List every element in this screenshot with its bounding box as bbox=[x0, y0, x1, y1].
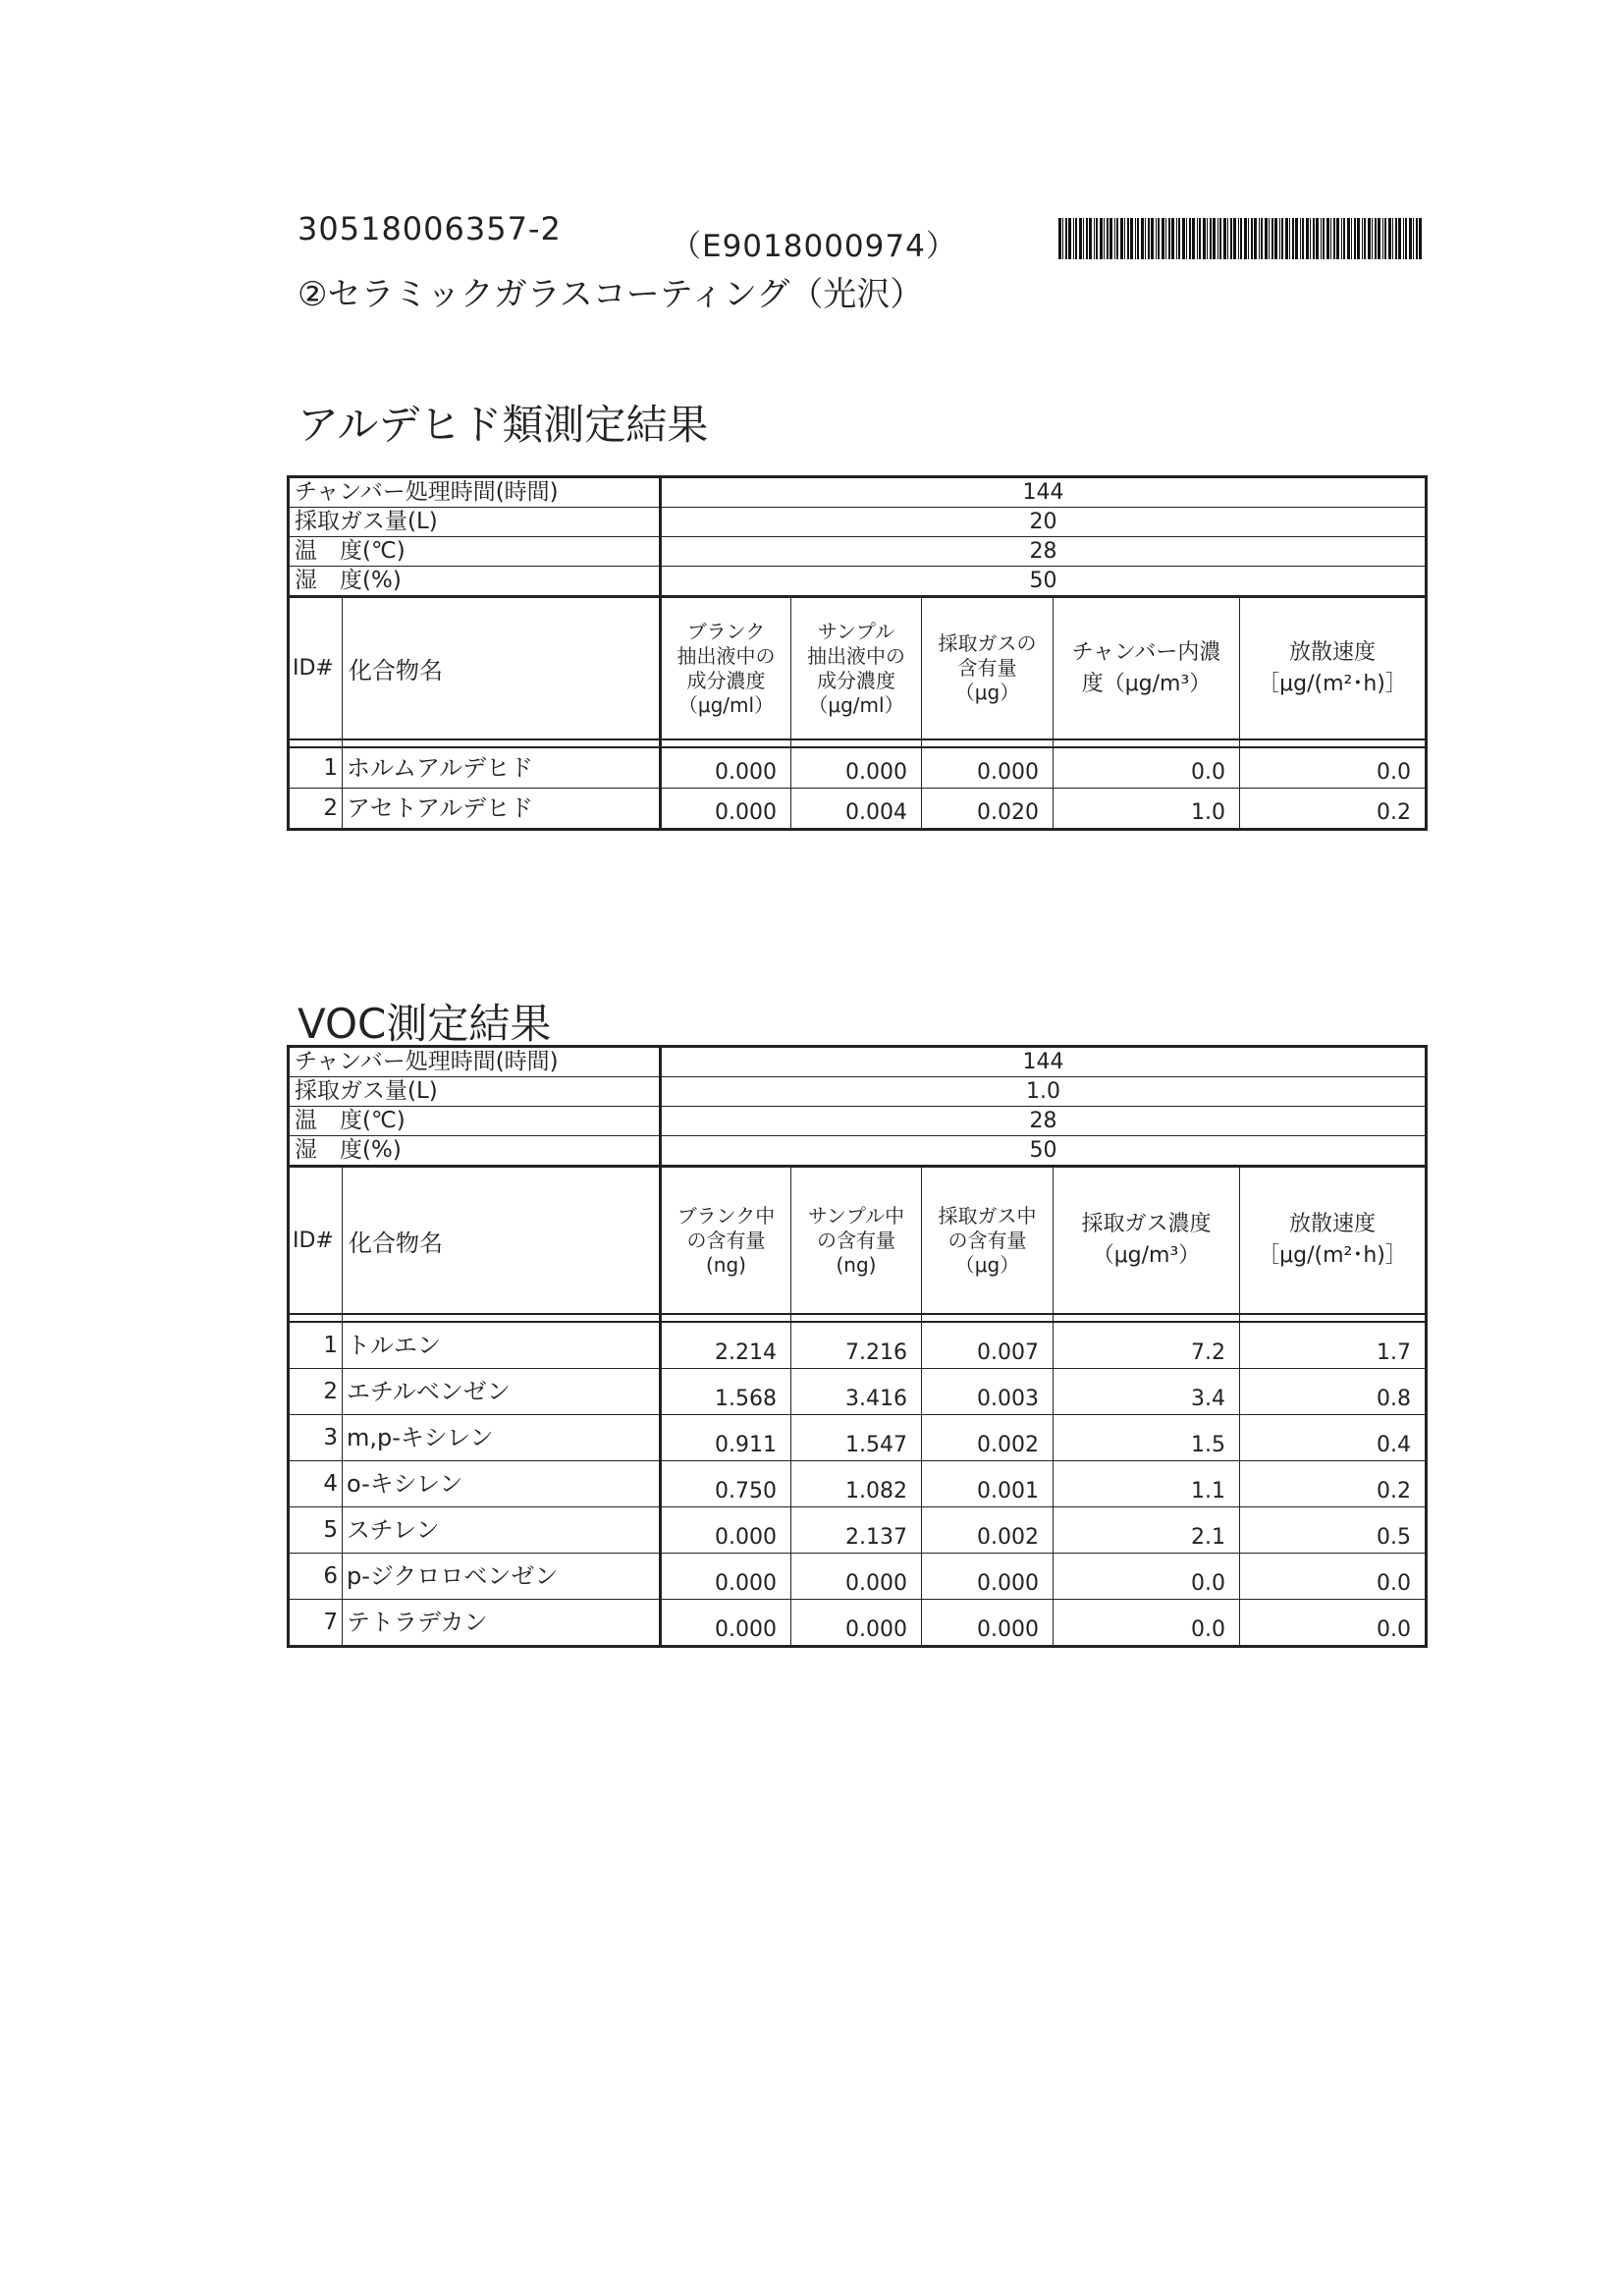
table-row bbox=[289, 1600, 1427, 1647]
header-line: 採取ガスの bbox=[938, 631, 1037, 655]
condition-label: 採取ガス量(L) bbox=[289, 1077, 661, 1107]
barcode-bar bbox=[1240, 218, 1242, 259]
table-row bbox=[289, 789, 1427, 830]
condition-label: 湿 度(%) bbox=[289, 567, 661, 597]
header-line: (ng) bbox=[706, 1252, 746, 1277]
value-cell: 0.5 bbox=[1240, 1507, 1427, 1554]
value-cell: 0.003 bbox=[922, 1369, 1054, 1415]
condition-value: 50 bbox=[661, 567, 1427, 597]
barcode-bar bbox=[1398, 218, 1401, 259]
barcode-bar bbox=[1107, 218, 1109, 259]
barcode-bar bbox=[1375, 218, 1377, 259]
value-cell: 0.000 bbox=[661, 1600, 791, 1647]
barcode-bar bbox=[1100, 218, 1103, 259]
value-cell: 7.216 bbox=[791, 1322, 922, 1369]
barcode-bar bbox=[1075, 218, 1077, 259]
barcode-bar bbox=[1151, 218, 1154, 259]
header-line: 度（μg/m³） bbox=[1081, 671, 1212, 696]
barcode-bar bbox=[1362, 218, 1363, 259]
barcode-bar bbox=[1333, 218, 1335, 259]
barcode-bar bbox=[1171, 218, 1174, 259]
barcode-bar bbox=[1313, 218, 1315, 259]
condition-row-humidity bbox=[289, 1136, 1427, 1167]
column-header-gas-content bbox=[922, 1167, 1054, 1315]
compound-name: p-ジクロロベンゼン bbox=[343, 1554, 661, 1600]
barcode-bar bbox=[1124, 218, 1125, 259]
barcode-image bbox=[1058, 218, 1424, 259]
barcode-bar bbox=[1254, 218, 1257, 259]
sample-id: 30518006357-2 bbox=[298, 210, 562, 247]
barcode-bar bbox=[1165, 218, 1166, 259]
value-cell: 0.0 bbox=[1054, 1554, 1240, 1600]
barcode-bar bbox=[1197, 218, 1198, 259]
table-row bbox=[289, 1554, 1427, 1600]
condition-label: 湿 度(%) bbox=[289, 1136, 661, 1167]
header-line: 抽出液中の bbox=[676, 643, 776, 668]
barcode-bar bbox=[1162, 218, 1164, 259]
barcode-bar bbox=[1321, 218, 1322, 259]
table-divider bbox=[289, 1314, 1427, 1322]
barcode-bar bbox=[1323, 218, 1325, 259]
column-header-name: 化合物名 bbox=[343, 1167, 661, 1315]
row-id: 2 bbox=[289, 1369, 343, 1415]
compound-name: m,p-キシレン bbox=[343, 1415, 661, 1461]
value-cell: 1.1 bbox=[1054, 1461, 1240, 1507]
value-cell: 0.8 bbox=[1240, 1369, 1427, 1415]
value-cell: 0.911 bbox=[661, 1415, 791, 1461]
header-line: 採取ガス中 bbox=[938, 1203, 1037, 1228]
barcode-bar bbox=[1079, 218, 1082, 259]
value-cell: 0.002 bbox=[922, 1507, 1054, 1554]
header-line: サンプル bbox=[817, 619, 895, 643]
row-id: 1 bbox=[289, 747, 343, 789]
barcode-bar bbox=[1137, 218, 1139, 259]
barcode-bar bbox=[1326, 218, 1329, 259]
barcode-bar bbox=[1378, 218, 1380, 259]
column-header-blank-concentration bbox=[661, 597, 791, 740]
barcode-bar bbox=[1302, 218, 1304, 259]
column-header-gas-content bbox=[922, 597, 1054, 740]
header-line: 放散速度 bbox=[1289, 639, 1377, 665]
barcode-bar bbox=[1210, 218, 1212, 259]
barcode-bar bbox=[1233, 218, 1236, 259]
value-cell: 0.0 bbox=[1240, 1600, 1427, 1647]
barcode-bar bbox=[1065, 218, 1067, 259]
barcode-bar bbox=[1251, 218, 1253, 259]
row-id: 6 bbox=[289, 1554, 343, 1600]
barcode-bar bbox=[1223, 218, 1226, 259]
value-cell: 0.0 bbox=[1054, 1600, 1240, 1647]
table-row bbox=[289, 1369, 1427, 1415]
barcode-bar bbox=[1372, 218, 1373, 259]
row-id: 4 bbox=[289, 1461, 343, 1507]
value-cell: 0.4 bbox=[1240, 1415, 1427, 1461]
row-id: 7 bbox=[289, 1600, 343, 1647]
header-line: の含有量 bbox=[817, 1228, 895, 1252]
header-line: ブランク bbox=[686, 619, 766, 643]
barcode-bar bbox=[1300, 218, 1301, 259]
value-cell: 0.000 bbox=[791, 747, 922, 789]
value-cell: 0.000 bbox=[661, 789, 791, 830]
condition-row-time bbox=[289, 1047, 1427, 1077]
condition-label: 採取ガス量(L) bbox=[289, 508, 661, 537]
column-header-blank-content bbox=[661, 1167, 791, 1315]
barcode-bar bbox=[1248, 218, 1249, 259]
table-row bbox=[289, 1461, 1427, 1507]
value-cell: 0.750 bbox=[661, 1461, 791, 1507]
barcode-bar bbox=[1259, 218, 1260, 259]
value-cell: 0.001 bbox=[922, 1461, 1054, 1507]
header-line: （μg） bbox=[954, 681, 1020, 704]
barcode-bar bbox=[1176, 218, 1177, 259]
barcode-bar bbox=[1192, 218, 1195, 259]
header-line: サンプル中 bbox=[807, 1203, 905, 1228]
barcode-bar bbox=[1094, 218, 1095, 259]
row-id: 2 bbox=[289, 789, 343, 830]
compound-name: スチレン bbox=[343, 1507, 661, 1554]
header-line: （μg/ml） bbox=[808, 692, 904, 717]
condition-value: 1.0 bbox=[661, 1077, 1427, 1107]
barcode-bar bbox=[1285, 218, 1288, 259]
column-header-row bbox=[289, 1167, 1427, 1315]
header-line: の含有量 bbox=[947, 1228, 1027, 1252]
value-cell: 0.2 bbox=[1240, 789, 1427, 830]
barcode-bar bbox=[1168, 218, 1170, 259]
barcode-bar bbox=[1382, 218, 1383, 259]
barcode-bar bbox=[1058, 218, 1061, 259]
condition-row-humidity bbox=[289, 567, 1427, 597]
header-line: （μg） bbox=[954, 1252, 1020, 1277]
column-header-emission-rate bbox=[1240, 597, 1427, 740]
row-id: 1 bbox=[289, 1322, 343, 1369]
condition-value: 144 bbox=[661, 1047, 1427, 1077]
barcode-bar bbox=[1269, 218, 1270, 259]
voc-section-title: VOC測定結果 bbox=[298, 1000, 552, 1048]
table-divider bbox=[289, 739, 1427, 747]
condition-value: 144 bbox=[661, 477, 1427, 508]
barcode-bar bbox=[1130, 218, 1133, 259]
barcode-bar bbox=[1354, 218, 1356, 259]
barcode-bar bbox=[1351, 218, 1352, 259]
value-cell: 1.7 bbox=[1240, 1322, 1427, 1369]
barcode-bar bbox=[1368, 218, 1371, 259]
column-header-chamber-concentration bbox=[1054, 597, 1240, 740]
barcode-bar bbox=[1292, 218, 1294, 259]
header-line: 放散速度 bbox=[1289, 1212, 1377, 1236]
value-cell: 2.137 bbox=[791, 1507, 922, 1554]
value-cell: 0.0 bbox=[1240, 747, 1427, 789]
barcode-bar bbox=[1295, 218, 1298, 259]
barcode-bar bbox=[1310, 218, 1311, 259]
value-cell: 0.004 bbox=[791, 789, 922, 830]
value-cell: 0.000 bbox=[791, 1554, 922, 1600]
barcode-bar bbox=[1207, 218, 1208, 259]
condition-row-temperature bbox=[289, 1107, 1427, 1136]
compound-name: テトラデカン bbox=[343, 1600, 661, 1647]
condition-label: チャンバー処理時間(時間) bbox=[289, 1047, 661, 1077]
barcode-bar bbox=[1141, 218, 1144, 259]
value-cell: 0.000 bbox=[922, 1600, 1054, 1647]
barcode-bar bbox=[1158, 218, 1160, 259]
header-line: ［μg/(m²･h)］ bbox=[1258, 1243, 1407, 1268]
barcode-bar bbox=[1189, 218, 1191, 259]
table-row bbox=[289, 1322, 1427, 1369]
barcode-bar bbox=[1244, 218, 1247, 259]
barcode-bar bbox=[1182, 218, 1185, 259]
barcode-bar bbox=[1116, 218, 1118, 259]
barcode-bar bbox=[1199, 218, 1201, 259]
barcode-bar bbox=[1289, 218, 1290, 259]
value-cell: 1.547 bbox=[791, 1415, 922, 1461]
barcode-bar bbox=[1265, 218, 1268, 259]
header-line: 成分濃度 bbox=[817, 668, 895, 692]
barcode-bar bbox=[1364, 218, 1366, 259]
value-cell: 1.5 bbox=[1054, 1415, 1240, 1461]
compound-name: o-キシレン bbox=[343, 1461, 661, 1507]
barcode-bar bbox=[1261, 218, 1263, 259]
barcode-bar bbox=[1186, 218, 1187, 259]
product-name: ②セラミックガラスコーティング（光沢） bbox=[298, 275, 924, 314]
compound-name: アセトアルデヒド bbox=[343, 789, 661, 830]
condition-value: 28 bbox=[661, 537, 1427, 567]
condition-row-temperature bbox=[289, 537, 1427, 567]
value-cell: 0.002 bbox=[922, 1415, 1054, 1461]
condition-label: 温 度(℃) bbox=[289, 1107, 661, 1136]
compound-name: トルエン bbox=[343, 1322, 661, 1369]
barcode-bar bbox=[1083, 218, 1084, 259]
value-cell: 0.000 bbox=[791, 1600, 922, 1647]
barcode-bar bbox=[1217, 218, 1218, 259]
header-line: （μg/ml） bbox=[677, 692, 775, 717]
column-header-sample-content bbox=[791, 1167, 922, 1315]
condition-value: 28 bbox=[661, 1107, 1427, 1136]
condition-value: 50 bbox=[661, 1136, 1427, 1167]
header-line: （μg/m³） bbox=[1092, 1243, 1201, 1268]
barcode-bar bbox=[1405, 218, 1407, 259]
value-cell: 0.000 bbox=[922, 747, 1054, 789]
compound-name: ホルムアルデヒド bbox=[343, 747, 661, 789]
table-row bbox=[289, 747, 1427, 789]
column-header-row bbox=[289, 597, 1427, 740]
barcode-bar bbox=[1357, 218, 1360, 259]
voc-results-table bbox=[287, 1045, 1428, 1648]
barcode-bar bbox=[1120, 218, 1123, 259]
value-cell: 0.000 bbox=[922, 1554, 1054, 1600]
barcode-bar bbox=[1238, 218, 1239, 259]
barcode-bar bbox=[1104, 218, 1105, 259]
aldehyde-section-title: アルデヒド類測定結果 bbox=[298, 401, 709, 449]
header-line: 含有量 bbox=[957, 656, 1017, 680]
barcode-bar bbox=[1178, 218, 1180, 259]
column-header-name: 化合物名 bbox=[343, 597, 661, 740]
order-id: （E9018000974） bbox=[671, 229, 957, 264]
barcode-bar bbox=[1416, 218, 1418, 259]
table-row bbox=[289, 1507, 1427, 1554]
barcode-bar bbox=[1135, 218, 1136, 259]
condition-label: チャンバー処理時間(時間) bbox=[289, 477, 661, 508]
condition-value: 20 bbox=[661, 508, 1427, 537]
header-line: の含有量 bbox=[686, 1228, 766, 1252]
column-header-emission-rate bbox=[1240, 1167, 1427, 1315]
barcode-bar bbox=[1089, 218, 1092, 259]
barcode-bar bbox=[1271, 218, 1273, 259]
barcode-bar bbox=[1114, 218, 1115, 259]
barcode-bar bbox=[1213, 218, 1216, 259]
column-header-gas-concentration bbox=[1054, 1167, 1240, 1315]
barcode-bar bbox=[1127, 218, 1129, 259]
value-cell: 1.0 bbox=[1054, 789, 1240, 830]
barcode-bar bbox=[1156, 218, 1157, 259]
barcode-bar bbox=[1306, 218, 1309, 259]
column-header-sample-concentration bbox=[791, 597, 922, 740]
value-cell: 0.0 bbox=[1054, 747, 1240, 789]
value-cell: 3.4 bbox=[1054, 1369, 1240, 1415]
value-cell: 0.000 bbox=[661, 747, 791, 789]
barcode-bar bbox=[1343, 218, 1345, 259]
column-header-id: ID# bbox=[289, 597, 343, 740]
value-cell: 1.568 bbox=[661, 1369, 791, 1415]
barcode-bar bbox=[1230, 218, 1232, 259]
value-cell: 0.0 bbox=[1240, 1554, 1427, 1600]
barcode-bar bbox=[1096, 218, 1098, 259]
value-cell: 1.082 bbox=[791, 1461, 922, 1507]
value-cell: 0.000 bbox=[661, 1554, 791, 1600]
barcode-bar bbox=[1316, 218, 1319, 259]
barcode-bar bbox=[1274, 218, 1277, 259]
row-id: 3 bbox=[289, 1415, 343, 1461]
barcode-bar bbox=[1279, 218, 1280, 259]
barcode-bar bbox=[1347, 218, 1350, 259]
header-line: ブランク中 bbox=[676, 1203, 776, 1228]
compound-name: エチルベンゼン bbox=[343, 1369, 661, 1415]
barcode-bar bbox=[1336, 218, 1339, 259]
row-id: 5 bbox=[289, 1507, 343, 1554]
column-header-id: ID# bbox=[289, 1167, 343, 1315]
barcode-bar bbox=[1109, 218, 1112, 259]
condition-row-time bbox=[289, 477, 1427, 508]
barcode-bar bbox=[1068, 218, 1071, 259]
barcode-bar bbox=[1145, 218, 1146, 259]
barcode-bar bbox=[1395, 218, 1397, 259]
barcode-bar bbox=[1384, 218, 1386, 259]
header-line: ［μg/(m²･h)］ bbox=[1258, 671, 1407, 696]
header-line: チャンバー内濃 bbox=[1071, 639, 1221, 665]
value-cell: 0.2 bbox=[1240, 1461, 1427, 1507]
condition-row-gas-volume bbox=[289, 508, 1427, 537]
barcode-bar bbox=[1281, 218, 1283, 259]
condition-row-gas-volume bbox=[289, 1077, 1427, 1107]
barcode-bar bbox=[1148, 218, 1150, 259]
header-line: 成分濃度 bbox=[686, 668, 766, 692]
value-cell: 0.020 bbox=[922, 789, 1054, 830]
aldehyde-results-table bbox=[287, 475, 1428, 831]
header-line: 抽出液中の bbox=[807, 643, 905, 668]
barcode-bar bbox=[1419, 218, 1422, 259]
barcode-bar bbox=[1330, 218, 1331, 259]
barcode-bar bbox=[1388, 218, 1391, 259]
header-line: (ng) bbox=[836, 1252, 877, 1277]
barcode-bar bbox=[1086, 218, 1088, 259]
barcode-bar bbox=[1403, 218, 1404, 259]
value-cell: 2.214 bbox=[661, 1322, 791, 1369]
barcode-bar bbox=[1413, 218, 1414, 259]
value-cell: 2.1 bbox=[1054, 1507, 1240, 1554]
value-cell: 3.416 bbox=[791, 1369, 922, 1415]
header-line: 採取ガス濃度 bbox=[1081, 1212, 1212, 1236]
value-cell: 0.007 bbox=[922, 1322, 1054, 1369]
barcode-bar bbox=[1062, 218, 1063, 259]
barcode-bar bbox=[1073, 218, 1074, 259]
barcode-bar bbox=[1219, 218, 1221, 259]
barcode-bar bbox=[1203, 218, 1206, 259]
value-cell: 0.000 bbox=[661, 1507, 791, 1554]
barcode-bar bbox=[1409, 218, 1412, 259]
barcode-bar bbox=[1227, 218, 1228, 259]
value-cell: 7.2 bbox=[1054, 1322, 1240, 1369]
barcode-bar bbox=[1341, 218, 1342, 259]
condition-label: 温 度(℃) bbox=[289, 537, 661, 567]
table-row bbox=[289, 1415, 1427, 1461]
barcode-bar bbox=[1392, 218, 1393, 259]
